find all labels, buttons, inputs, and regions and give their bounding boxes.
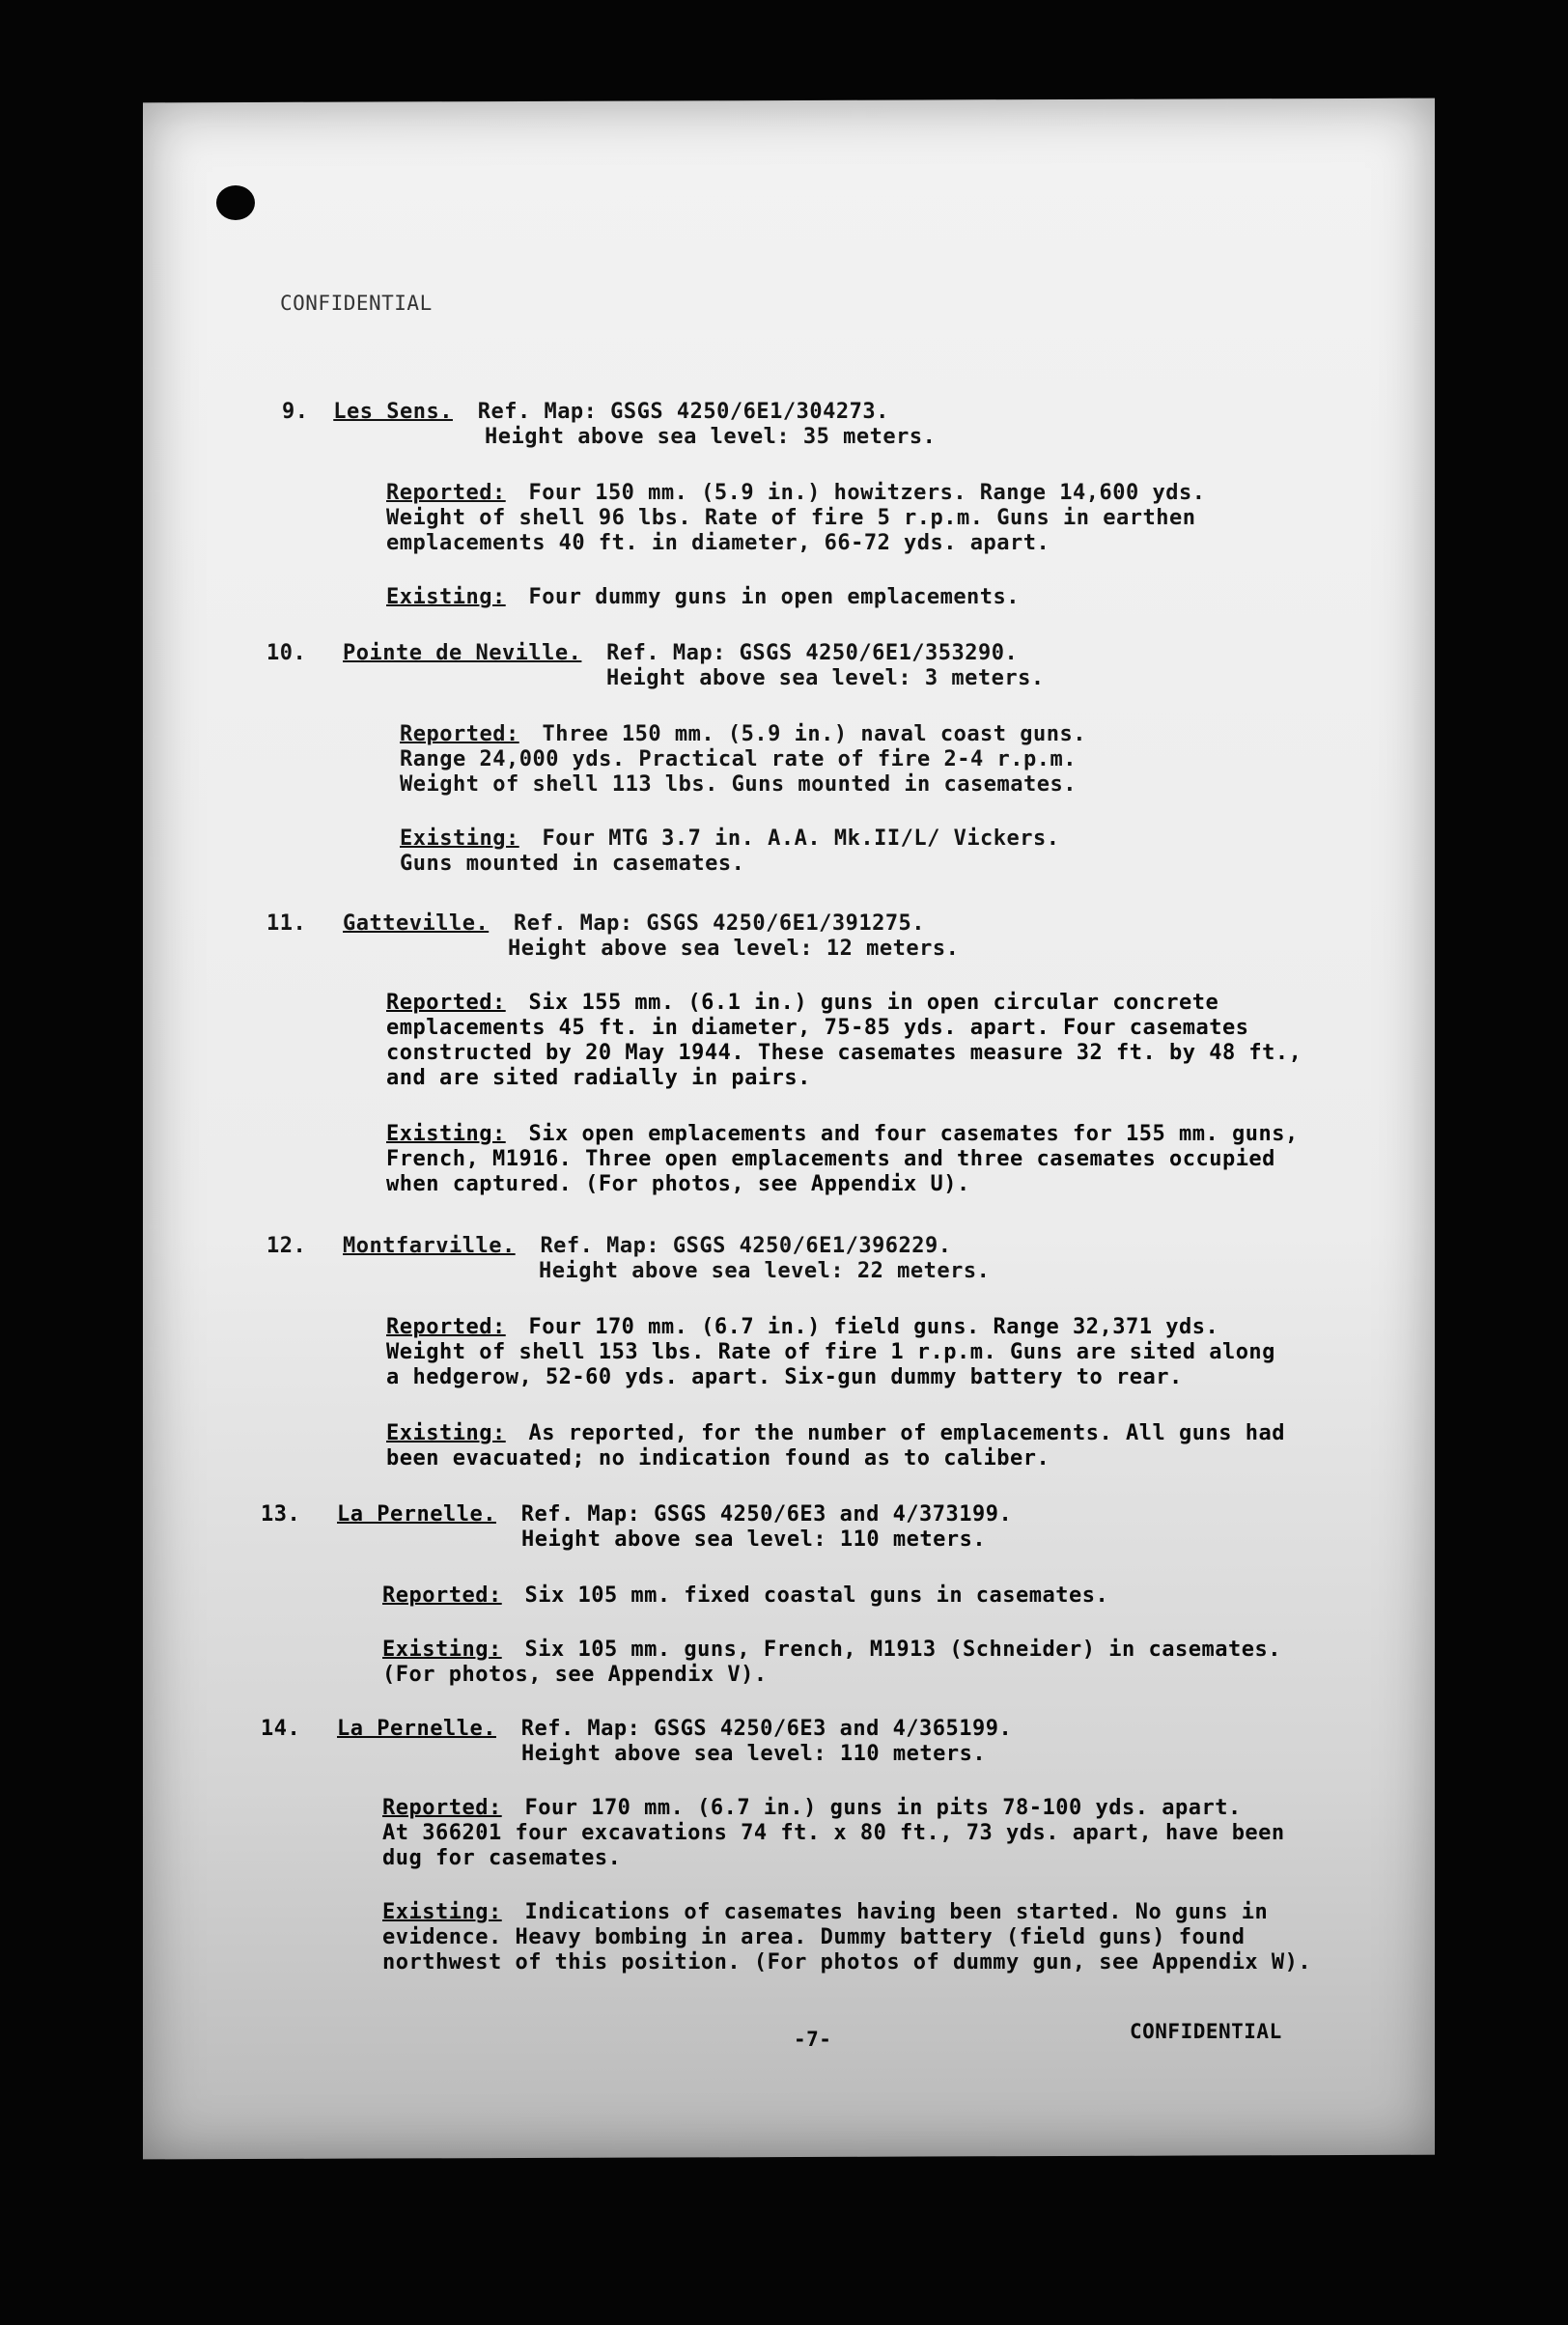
entry-height: Height above sea level: 22 meters. — [539, 1259, 991, 1283]
entry-number: 11. — [266, 911, 307, 936]
entry-ref: Ref. Map: GSGS 4250/6E3 and 4/373199. — [520, 1502, 1013, 1527]
entry-heading — [266, 641, 1018, 665]
entry-place: La Pernelle. — [337, 1717, 496, 1741]
existing-text: northwest of this position. (For photos of dummy gun, see Appendix W). — [382, 1950, 1312, 1975]
reported-text: Four 170 mm. (6.7 in.) guns in pits 78-100 yds. apart. — [524, 1796, 1242, 1820]
reported-text: Weight of shell 153 lbs. Rate of fire 1 r.p.m. Guns are sited along — [386, 1340, 1275, 1364]
reported-text: constructed by 20 May 1944. These casemates measure 32 ft. by 48 ft., — [386, 1041, 1302, 1065]
reported-text: Four 170 mm. (6.7 in.) field guns. Range 32,371 yds. — [528, 1315, 1219, 1339]
entry-height: Height above sea level: 110 meters. — [521, 1527, 987, 1552]
reported-text: emplacements 45 ft. in diameter, 75-85 yds. apart. Four casemates — [386, 1016, 1249, 1040]
entry-number: 10. — [266, 641, 307, 665]
entry-heading — [266, 911, 925, 936]
reported-text: Four 150 mm. (5.9 in.) howitzers. Range 14,600 yds. — [528, 481, 1206, 505]
existing-text: Four MTG 3.7 in. A.A. Mk.II/L/ Vickers. — [542, 826, 1060, 851]
reported-line — [400, 722, 1086, 746]
reported-label: Reported: — [382, 1583, 502, 1608]
classification-header: CONFIDENTIAL — [280, 292, 433, 315]
existing-line — [400, 826, 1060, 851]
reported-line — [386, 481, 1205, 505]
reported-text: and are sited radially in pairs. — [386, 1066, 811, 1090]
reported-text: Range 24,000 yds. Practical rate of fire 2-4 r.p.m. — [400, 747, 1078, 771]
reported-text: a hedgerow, 52-60 yds. apart. Six-gun dummy battery to rear. — [386, 1365, 1183, 1389]
existing-text: (For photos, see Appendix V). — [382, 1663, 768, 1687]
entry-heading — [261, 1717, 1012, 1741]
existing-text: been evacuated; no indication found as to caliber. — [386, 1446, 1050, 1471]
reported-line — [386, 991, 1218, 1015]
reported-label: Reported: — [400, 722, 519, 746]
existing-text: Six open emplacements and four casemates for 155 mm. guns, — [528, 1122, 1299, 1146]
entry-heading — [282, 400, 889, 424]
entry-ref: Ref. Map: GSGS 4250/6E1/353290. — [606, 641, 1019, 665]
entry-height: Height above sea level: 12 meters. — [508, 937, 960, 961]
entry-place: La Pernelle. — [337, 1502, 496, 1527]
entry-place: Pointe de Neville. — [343, 641, 582, 665]
existing-label: Existing: — [382, 1900, 502, 1924]
reported-line — [382, 1583, 1108, 1608]
entry-place: Gatteville. — [343, 911, 490, 936]
existing-text: Guns mounted in casemates. — [400, 852, 745, 876]
existing-line — [386, 1122, 1299, 1146]
reported-text: At 366201 four excavations 74 ft. x 80 ft., 73 yds. apart, have been — [382, 1821, 1285, 1845]
existing-label: Existing: — [386, 585, 506, 609]
existing-text: when captured. (For photos, see Appendix U). — [386, 1172, 970, 1196]
existing-text: Indications of casemates having been started. No guns in — [524, 1900, 1269, 1924]
reported-text: Six 105 mm. fixed coastal guns in casemates. — [524, 1583, 1109, 1608]
existing-text: French, M1916. Three open emplacements and three casemates occupied — [386, 1147, 1275, 1171]
existing-line — [386, 585, 1020, 609]
existing-label: Existing: — [382, 1638, 502, 1662]
entry-ref: Ref. Map: GSGS 4250/6E1/391275. — [513, 911, 926, 936]
existing-line — [382, 1900, 1268, 1924]
existing-text: As reported, for the number of emplacements. All guns had — [528, 1421, 1285, 1445]
reported-text: dug for casemates. — [382, 1846, 622, 1870]
entry-number: 14. — [261, 1717, 301, 1741]
existing-text: evidence. Heavy bombing in area. Dummy battery (field guns) found — [382, 1925, 1246, 1949]
reported-text: Weight of shell 113 lbs. Guns mounted in casemates. — [400, 772, 1078, 797]
existing-line — [386, 1421, 1285, 1445]
entry-ref: Ref. Map: GSGS 4250/6E1/396229. — [540, 1234, 952, 1258]
reported-line — [382, 1796, 1242, 1820]
existing-label: Existing: — [400, 826, 519, 851]
entry-number: 13. — [261, 1502, 301, 1527]
entry-height: Height above sea level: 3 meters. — [606, 666, 1045, 690]
entry-number: 12. — [266, 1234, 307, 1258]
reported-label: Reported: — [382, 1796, 502, 1820]
reported-label: Reported: — [386, 1315, 506, 1339]
reported-label: Reported: — [386, 991, 506, 1015]
existing-label: Existing: — [386, 1122, 506, 1146]
existing-line — [382, 1638, 1281, 1662]
existing-text: Four dummy guns in open emplacements. — [528, 585, 1021, 609]
reported-text: Six 155 mm. (6.1 in.) guns in open circular concrete — [528, 991, 1219, 1015]
reported-line — [386, 1315, 1218, 1339]
page-number: -7- — [794, 2028, 832, 2051]
entry-place: Les Sens. — [333, 400, 453, 424]
entry-height: Height above sea level: 35 meters. — [485, 425, 937, 449]
entry-heading — [266, 1234, 952, 1258]
entry-ref: Ref. Map: GSGS 4250/6E1/304273. — [477, 400, 889, 424]
entry-height: Height above sea level: 110 meters. — [521, 1742, 987, 1766]
reported-text: Three 150 mm. (5.9 in.) naval coast guns. — [542, 722, 1087, 746]
entry-number: 9. — [282, 400, 309, 424]
reported-label: Reported: — [386, 481, 506, 505]
existing-text: Six 105 mm. guns, French, M1913 (Schneider) in casemates. — [524, 1638, 1281, 1662]
entry-heading — [261, 1502, 1012, 1527]
entry-ref: Ref. Map: GSGS 4250/6E3 and 4/365199. — [520, 1717, 1013, 1741]
entry-place: Montfarville. — [343, 1234, 516, 1258]
reported-text: Weight of shell 96 lbs. Rate of fire 5 r.p.m. Guns in earthen — [386, 506, 1196, 530]
reported-text: emplacements 40 ft. in diameter, 66-72 yds. apart. — [386, 531, 1050, 555]
classification-footer: CONFIDENTIAL — [1130, 2020, 1282, 2043]
existing-label: Existing: — [386, 1421, 506, 1445]
